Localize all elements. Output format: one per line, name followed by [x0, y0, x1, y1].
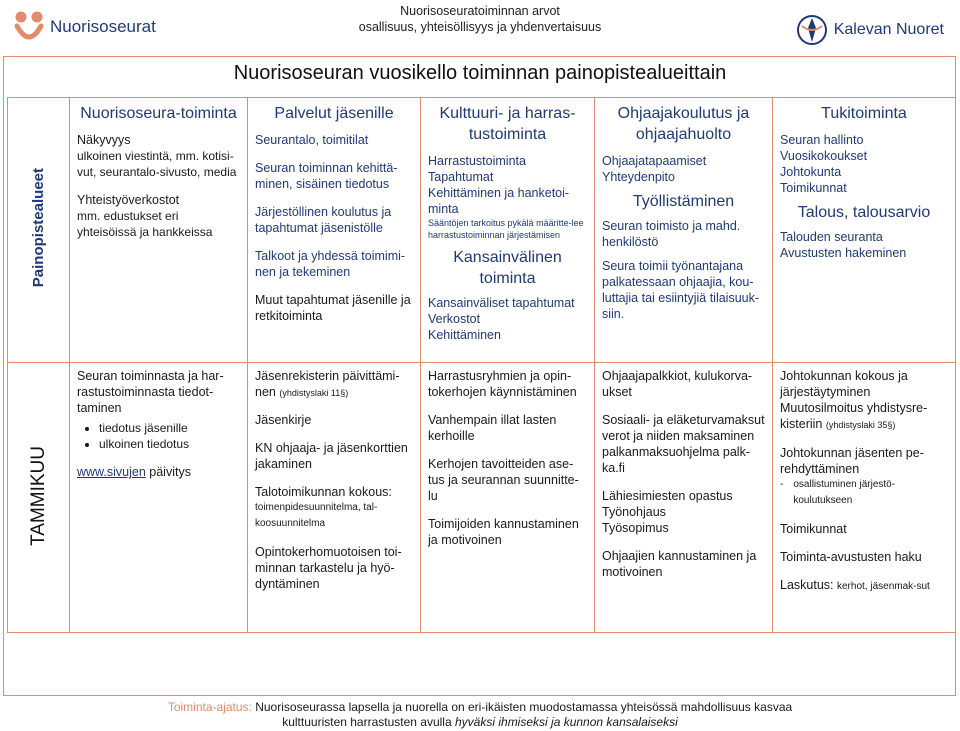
text-item: Harrastusryhmien ja opin-tokerhojen käynnistäminen [428, 369, 577, 399]
plan-table [7, 97, 956, 633]
text-item: Talouden seuranta [780, 230, 883, 244]
text-item: Ohjaajapalkkiot, kulukorva-ukset [602, 369, 753, 399]
dash-item [780, 477, 948, 509]
text-item: Ohjaajatapaamiset [602, 154, 707, 168]
text-item: Toimijoiden kannustaminen ja motivoinen [428, 517, 579, 547]
text-item: Toiminta-avustusten haku [780, 550, 922, 564]
side-label-cell [8, 363, 70, 633]
dash-marker: - [780, 479, 784, 490]
text-item: Yhteydenpito [602, 170, 675, 184]
mission-line-1 [0, 700, 960, 715]
text-item-small: osallistuminen järjestö-koulutukseen [793, 479, 896, 506]
column-heading: Nuorisoseura-toiminta [80, 105, 237, 122]
text-item-main: Jäsenrekisterin päivittämi-nen [255, 369, 400, 399]
text-item: Toimikunnat [780, 522, 847, 536]
text-item: Seuran toiminnan kehittä-minen, sisäinen tiedotus [255, 161, 398, 191]
logo-left-text: Nuorisoseurat [50, 17, 156, 36]
nuorisoseurat-logo-icon [14, 10, 44, 44]
column-heading: Tukitoiminta [821, 105, 907, 122]
text-item: päivitys [149, 465, 191, 479]
cell-tukitoiminta-tammikuu [773, 363, 956, 633]
text-item: Johtokunta [780, 165, 842, 179]
text-item: Talkoot ja yhdessä toimimi-nen ja tekeminen [255, 249, 406, 279]
mission-statement [0, 700, 960, 730]
list-item: • tiedotus jäsenille [99, 420, 240, 436]
text-item: Kansainväliset tapahtumat [428, 296, 575, 310]
text-item: Johtokunnan jäsenten pe-rehdyttäminen [780, 446, 924, 476]
text-item: Talotoimikunnan kokous: [255, 485, 392, 499]
text-item: KN ohjaaja- ja jäsenkorttien jakaminen [255, 441, 408, 471]
text-item-small: toimenpidesuunnitelma, tal-koosuunnitelma [255, 502, 378, 529]
text-item: Vanhempain illat lasten kerhoille [428, 413, 557, 443]
text-item: ulkoinen viestintä, mm. kotisi-vut, seurantalo-sivusto, media [77, 149, 237, 179]
logo-right-text: Kalevan Nuoret [833, 21, 944, 38]
cell-palvelut-jasenille [248, 98, 421, 363]
text-item: Seuran toiminnasta ja har-rastustoiminnasta tiedot-taminen [77, 369, 224, 415]
text-item [780, 400, 948, 433]
website-link[interactable]: www.sivujen [77, 465, 146, 479]
text-item: mm. edustukset eri yhteisöissä ja hankkeissa [77, 209, 213, 239]
subheading-tyollistaminen: Työllistäminen [632, 193, 735, 210]
text-item: Ohjaajien kannustaminen ja motivoinen [602, 549, 757, 579]
cell-kulttuuri [421, 98, 595, 363]
page-title: Nuorisoseuran vuosikello toiminnan painopistealueittain [233, 62, 727, 84]
text-item-small: kerhot, jäsenmak-sut [837, 581, 930, 592]
text-item: Työsopimus [602, 521, 669, 535]
list-item: • ulkoinen tiedotus [99, 436, 240, 452]
text-item: Avustusten hakeminen [780, 246, 907, 260]
side-label-painopistealueet: Painopistealueet [29, 168, 47, 288]
values-list: osallisuus, yhteisöllisyys ja yhdenvertaisuus [358, 20, 602, 34]
subheading-talous: Talous, talousarvio [797, 204, 931, 221]
mission-line-2 [0, 715, 960, 730]
text-item: Kehittäminen [428, 328, 501, 342]
side-label-cell [8, 98, 70, 363]
mission-label: Toiminta-ajatus: [167, 700, 252, 714]
side-label-tammikuu: TAMMIKUU [27, 445, 49, 546]
bullet-list [77, 420, 240, 452]
text-item: Tapahtumat [428, 170, 494, 184]
text-item-main: Laskutus: [780, 578, 834, 592]
kalevan-nuoret-logo-icon [796, 14, 828, 46]
text-item: Järjestöllinen koulutus ja tapahtumat jäsenistölle [255, 205, 392, 235]
text-item: Toimikunnat [780, 181, 847, 195]
cell-nuorisoseuratoiminta-tammikuu [70, 363, 248, 633]
nuorisoseurat-logo [14, 10, 156, 44]
text-item: Seuran hallinto [780, 133, 864, 147]
table-row [8, 363, 956, 633]
text-item: Lähiesimiesten opastus [602, 489, 733, 503]
values-header [280, 3, 680, 35]
cell-ohjaajakoulutus [595, 98, 773, 363]
text-item: Harrastustoiminta [428, 154, 526, 168]
text-item: Vuosikokoukset [780, 149, 868, 163]
cell-nuorisoseuratoiminta [70, 98, 248, 363]
text-item-main: Muutosilmoitus yhdistysre-kisteriin [780, 401, 928, 431]
text-item: Opintokerhomuotoisen toi-minnan tarkastelu ja hyö-dyntäminen [255, 545, 402, 591]
column-heading: Kulttuuri- ja harras-tustoiminta [439, 105, 576, 143]
text-item: Johtokunnan kokous ja järjestäytyminen [780, 369, 908, 399]
text-item: Seura toimii työnantajana palkatessaan ohjaajia, kou-luttajia tai esiintyjiä tilaisuuk-siin. [602, 259, 760, 321]
website-update-item [77, 464, 240, 480]
text-item [780, 577, 948, 595]
cell-ohjaajakoulutus-tammikuu [595, 363, 773, 633]
header [0, 0, 960, 55]
mission-text: kulttuuristen harrastusten avulla [282, 715, 452, 729]
kalevan-nuoret-logo [796, 14, 944, 46]
cell-palvelut-tammikuu [248, 363, 421, 633]
text-item: Kehittäminen ja hanketoi-minta [428, 186, 570, 216]
text-item: Näkyvyys [77, 133, 131, 147]
text-item: Sosiaali- ja eläketurvamaksut verot ja niiden maksaminen palkanmaksuohjelma palk-ka.fi [602, 413, 765, 475]
mission-text-italic: hyväksi ihmiseksi ja kunnon kansalaiseksi [455, 715, 678, 729]
text-item: Työnohjaus [602, 505, 666, 519]
text-item-small: (yhdistyslaki 35§) [825, 420, 896, 430]
text-item: Verkostot [428, 312, 481, 326]
text-item: Jäsenkirje [255, 413, 312, 427]
subheading-kansainvalinen: Kansainvälinen toiminta [453, 249, 562, 287]
text-item [255, 368, 413, 400]
column-heading: Ohjaajakoulutus ja ohjaajahuolto [617, 105, 750, 143]
text-item: Yhteistyöverkostot [77, 193, 180, 207]
text-item: Kerhojen tavoitteiden ase-tus ja seurannan suunnitte-lu [428, 457, 579, 503]
column-heading: Palvelut jäsenille [274, 105, 394, 122]
cell-tukitoiminta [773, 98, 956, 363]
text-item-small: Sääntöjen tarkoitus pykälä määritte-lee harrastustoiminnan järjestämisen [428, 218, 584, 240]
values-title: Nuorisoseuratoiminnan arvot [400, 4, 560, 18]
text-item: Seurantalo, toimitilat [255, 133, 369, 147]
mission-text: Nuorisoseurassa lapsella ja nuorella on eri-ikäisten muodostamassa yhteisössä mahdollisuus kasvaa [255, 700, 793, 714]
text-item: Seuran toimisto ja mahd. henkilöstö [602, 219, 741, 249]
text-item-small: (yhdistyslaki 11§) [279, 388, 349, 398]
table-row [8, 98, 956, 363]
cell-kulttuuri-tammikuu [421, 363, 595, 633]
text-item: Muut tapahtumat jäsenille ja retkitoiminta [255, 293, 411, 323]
